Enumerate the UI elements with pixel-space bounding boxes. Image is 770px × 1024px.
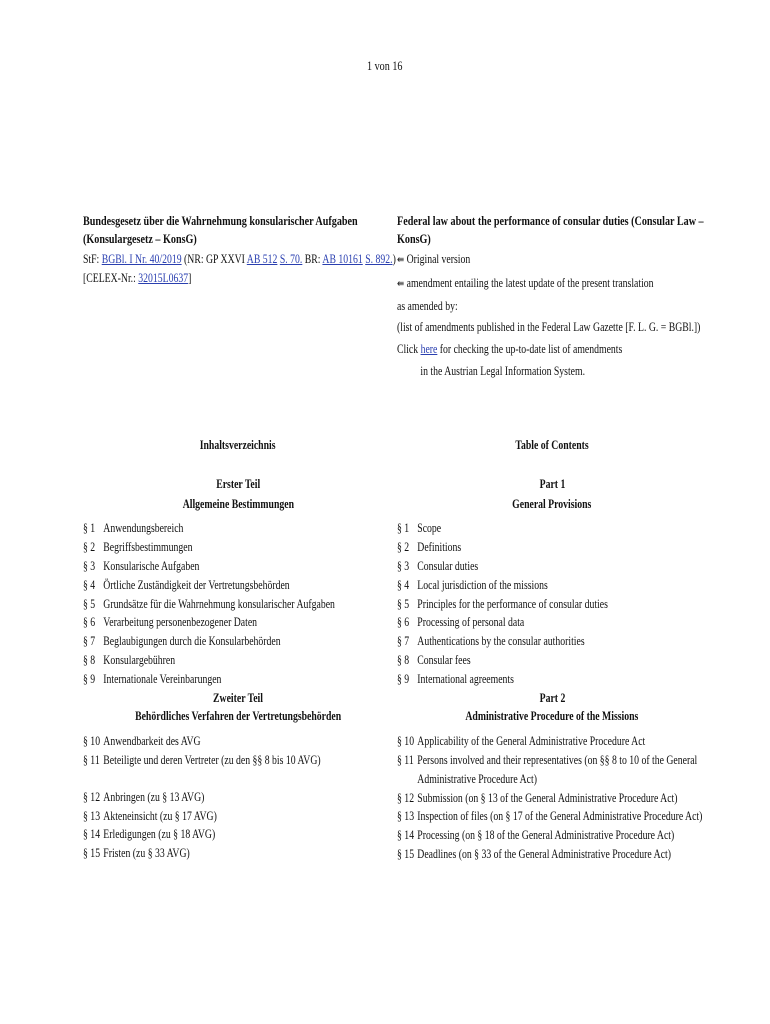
toc-entry-number: § 14: [83, 827, 101, 842]
toc-entry-number: § 9: [397, 671, 410, 686]
toc-entry-number: § 6: [83, 615, 96, 630]
toc-entry-title: Begriffsbestimmungen: [103, 540, 193, 555]
toc-entry-title: Anbringen (zu § 13 AVG): [103, 789, 205, 804]
toc-entry: [397, 670, 639, 689]
toc-entry: [397, 807, 703, 826]
toc-entry-number: § 5: [397, 596, 410, 611]
toc-entry: [397, 826, 675, 845]
german-toc: [83, 436, 393, 863]
toc-entry: [397, 613, 639, 632]
toc-entry: [83, 807, 325, 826]
toc-entry-number: § 1: [397, 521, 410, 536]
toc-entry-number: § 8: [397, 652, 410, 667]
toc-entry: [397, 557, 639, 576]
toc-entry: [83, 576, 325, 595]
part1-title-de: Erster Teil: [216, 476, 260, 491]
toc-entry-number: § 5: [83, 596, 96, 611]
toc-entry-title: Inspection of files (on § 17 of the General Administrative Procedure Act): [417, 809, 703, 824]
toc-entry-title: Örtliche Zuständigkeit der Vertretungsbehörden: [103, 577, 290, 592]
toc-entry: [397, 519, 639, 538]
toc-entry-number: § 6: [397, 615, 410, 630]
toc-entry: [397, 595, 639, 614]
toc-entry: [397, 632, 639, 651]
toc-entry-title: Beteiligte und deren Vertreter (zu den §§ 8 bis 10 AVG): [103, 752, 321, 767]
amendments-list-line: (list of amendments published in the Federal Law Gazette [F. L. G. = BGBl.]): [397, 320, 701, 335]
toc-entry-number: § 3: [83, 558, 96, 573]
toc-entry-title: Erledigungen (zu § 18 AVG): [103, 827, 216, 842]
toc-entry-number: § 12: [397, 790, 415, 805]
toc-entry: [397, 651, 639, 670]
click-here-line: Click here for checking the up-to-date list of amendments: [397, 342, 623, 357]
celex-link[interactable]: 32015L0637: [138, 270, 189, 285]
arrow-left-icon: ⇚: [397, 276, 405, 290]
part2-title-en: Part 2: [539, 690, 565, 705]
toc-entry-title: Fristen (zu § 33 AVG): [103, 846, 190, 861]
page-number: 1 von 16: [367, 58, 403, 73]
toc-entry: [397, 770, 639, 789]
toc-entry-number: § 7: [397, 634, 410, 649]
toc-entry-number: § 2: [397, 540, 410, 555]
toc-entry: [83, 825, 325, 844]
toc-entry-title: Beglaubigungen durch die Konsularbehörden: [103, 634, 281, 649]
part2-sub-en: Administrative Procedure of the Missions: [465, 709, 639, 724]
here-link[interactable]: here: [420, 342, 438, 357]
ab-10161-link[interactable]: AB 10161: [322, 252, 363, 266]
toc-entry: [83, 788, 325, 807]
ris-line: in the Austrian Legal Information System.: [420, 363, 586, 378]
toc-entry-title: Anwendungsbereich: [103, 521, 184, 536]
toc-entry-title: International agreements: [417, 671, 514, 686]
toc-entry: [83, 595, 335, 614]
toc-entry-title: Processing of personal data: [417, 615, 525, 630]
toc-entry-title: Anwendbarkeit des AVG: [103, 734, 201, 749]
toc-entry-number: § 15: [83, 846, 101, 861]
german-title-line2: (Konsulargesetz – KonsG): [83, 231, 197, 246]
ab-512-link[interactable]: AB 512: [246, 252, 278, 266]
toc-entry-number: § 13: [397, 809, 415, 824]
toc-entry-title: Akteneinsicht (zu § 17 AVG): [103, 808, 217, 823]
arrow-left-icon: ⇚: [397, 253, 405, 266]
toc-entry: [83, 751, 325, 770]
toc-entry-number: § 7: [83, 634, 96, 649]
toc-entry-number: § 4: [397, 577, 410, 592]
toc-entry-title: Applicability of the General Administrative Procedure Act: [417, 734, 646, 749]
toc-entry: [83, 538, 325, 557]
toc-entry-number: § 14: [397, 828, 415, 843]
part1-sub-en: General Provisions: [512, 496, 592, 511]
english-header: [397, 212, 707, 381]
toc-entry-title: Authentications by the consular authorities: [417, 634, 585, 649]
german-title-line1: Bundesgesetz über die Wahrnehmung konsularischer Aufgaben: [83, 213, 358, 228]
toc-entry-number: § 10: [83, 734, 101, 749]
toc-entry-title: Consular duties: [417, 558, 479, 573]
toc-entry-number: § 3: [397, 558, 410, 573]
toc-entry-number: § 1: [83, 521, 96, 536]
amended-by: as amended by:: [397, 298, 458, 313]
toc-entry: [83, 844, 325, 863]
toc-entry: [83, 670, 325, 689]
toc-entry-title: Scope: [417, 521, 442, 536]
english-title-line1: Federal law about the performance of consular duties (Consular Law –: [397, 213, 704, 228]
original-version-line: ⇚ Original version: [397, 252, 471, 266]
english-toc: [397, 436, 707, 864]
part2-sub-de: Behördliches Verfahren der Vertretungsbehörden: [134, 709, 342, 724]
toc-entry-number: § 9: [83, 671, 96, 686]
toc-entry-title: Definitions: [417, 540, 462, 555]
toc-entry: [397, 538, 639, 557]
toc-entry-number: § 15: [397, 846, 415, 861]
toc-entry: [83, 732, 325, 751]
part1-title-en: Part 1: [539, 476, 565, 491]
german-header: [83, 212, 396, 288]
toc-entry-title: Processing (on § 18 of the General Administrative Procedure Act): [417, 828, 675, 843]
toc-entry: [83, 651, 325, 670]
part1-list-en: [397, 519, 707, 688]
toc-entry-number: § 13: [83, 808, 101, 823]
bgbl-link[interactable]: BGBl. I Nr. 40/2019: [101, 252, 182, 266]
toc-entry-title: Principles for the performance of consular duties: [417, 596, 608, 611]
toc-entry-title: Persons involved and their representatives (on §§ 8 to 10 of the General: [417, 752, 698, 767]
toc-entry-title: Grundsätze für die Wahrnehmung konsularischer Aufgaben: [103, 596, 335, 611]
english-title-line2: KonsG): [397, 231, 431, 246]
toc-entry: [397, 845, 671, 864]
toc-entry: [83, 519, 325, 538]
toc-entry: [397, 789, 678, 808]
toc-entry-title: Submission (on § 13 of the General Administrative Procedure Act): [417, 790, 678, 805]
toc-heading-de: Inhaltsverzeichnis: [200, 438, 276, 452]
toc-entry-title: Verarbeitung personenbezogener Daten: [103, 615, 258, 630]
toc-entry: [397, 576, 639, 595]
toc-entry-title: Konsularische Aufgaben: [103, 558, 200, 573]
part1-list-de: [83, 519, 393, 688]
part2-list-de: [83, 732, 393, 863]
toc-entry-number: § 11: [83, 752, 100, 767]
toc-entry-title: Deadlines (on § 33 of the General Administrative Procedure Act): [417, 846, 671, 861]
toc-entry-title: Consular fees: [417, 652, 471, 667]
toc-entry-number: § 11: [397, 752, 414, 767]
toc-entry: [83, 613, 325, 632]
amendment-line: ⇚ amendment entailing the latest update of the present translation: [397, 275, 654, 290]
toc-entry: [397, 732, 646, 751]
toc-entry-number: § 2: [83, 540, 96, 555]
toc-entry: [83, 632, 325, 651]
toc-entry-number: § 8: [83, 652, 96, 667]
toc-entry-number: § 12: [83, 789, 101, 804]
s-892-link[interactable]: S. 892.: [365, 252, 393, 266]
toc-entry: [397, 751, 698, 770]
celex-line: [CELEX-Nr.: 32015L0637]: [83, 270, 192, 285]
toc-entry-title: Administrative Procedure Act): [417, 771, 537, 786]
toc-entry-title: Local jurisdiction of the missions: [417, 577, 548, 592]
s-70-link[interactable]: S. 70.: [279, 252, 303, 266]
toc-entry: [83, 557, 325, 576]
part1-sub-de: Allgemeine Bestimmungen: [182, 496, 294, 511]
toc-entry-title: Konsulargebühren: [103, 652, 176, 667]
part2-title-de: Zweiter Teil: [213, 690, 263, 705]
toc-entry-number: § 4: [83, 577, 96, 592]
toc-entry-title: Internationale Vereinbarungen: [103, 671, 222, 686]
stf-line: StF: BGBl. I Nr. 40/2019 (NR: GP XXVI AB 512 S. 70. BR: AB 10161 S. 892.): [83, 252, 396, 266]
toc-entry-number: § 10: [397, 734, 415, 749]
part2-list-en: [397, 732, 707, 864]
toc-heading-en: Table of Contents: [515, 438, 589, 452]
